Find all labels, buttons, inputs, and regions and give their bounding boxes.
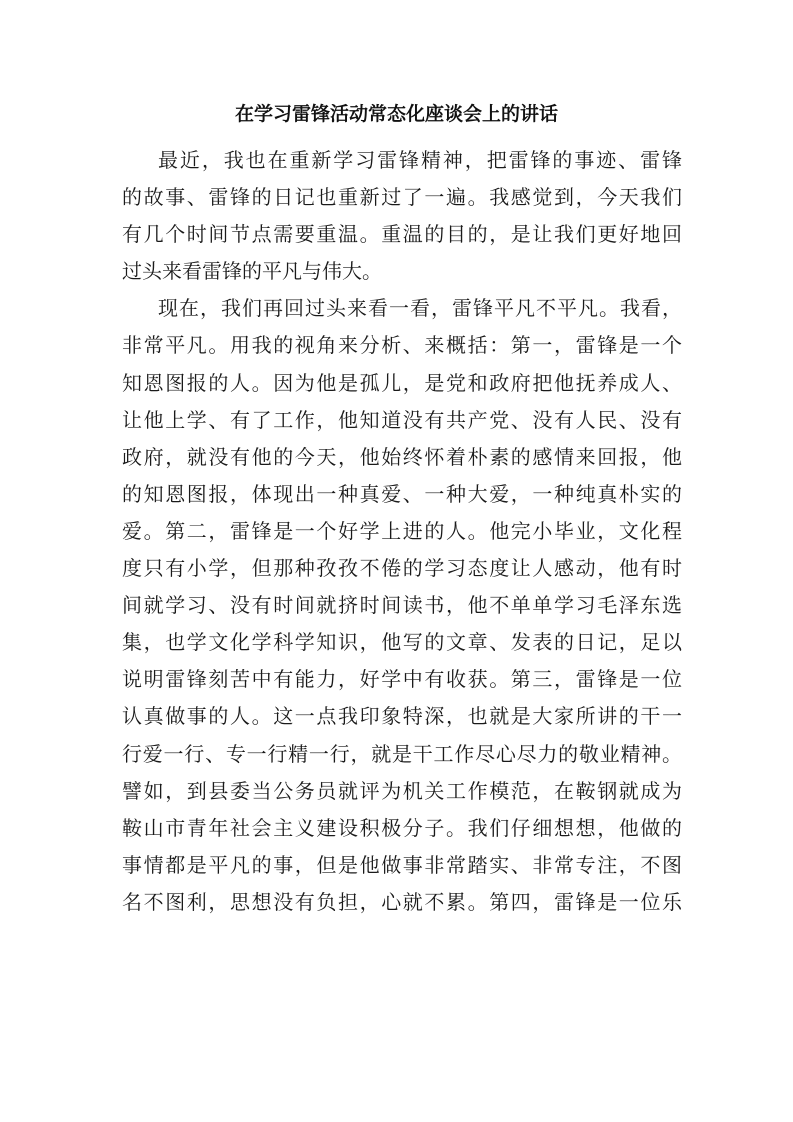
text-line: 最近，我也在重新学习雷锋精神，把雷锋的事迹、雷锋 [158, 148, 682, 172]
text-line: 的故事、雷锋的日记也重新过了一遍。我感觉到，今天我们 [122, 185, 682, 210]
text-line: 认真做事的人。这一点我印象特深，也就是大家所讲的干一 [122, 704, 682, 729]
text-line: 鞍山市青年社会主义建设积极分子。我们仔细想想，他做的 [122, 815, 682, 840]
text-line: 集，也学文化学科学知识，他写的文章、发表的日记，足以 [122, 630, 682, 655]
document-body [122, 142, 682, 921]
text-line: 说明雷锋刻苦中有能力，好学中有收获。第三，雷锋是一位 [122, 667, 682, 692]
text-line: 度只有小学，但那种孜孜不倦的学习态度让人感动，他有时 [122, 556, 682, 581]
text-line: 现在，我们再回过头来看一看，雷锋平凡不平凡。我看， [158, 296, 682, 321]
text-line: 间就学习、没有时间就挤时间读书，他不单单学习毛泽东选 [122, 593, 682, 618]
text-line: 事情都是平凡的事，但是他做事非常踏实、非常专注，不图 [122, 852, 682, 877]
text-line: 有几个时间节点需要重温。重温的目的，是让我们更好地回 [122, 222, 682, 247]
text-line: 譬如，到县委当公务员就评为机关工作模范，在鞍钢就成为 [122, 778, 682, 803]
text-line: 爱。第二，雷锋是一个好学上进的人。他完小毕业，文化程 [122, 518, 682, 543]
text-line: 非常平凡。用我的视角来分析、来概括：第一，雷锋是一个 [122, 333, 682, 358]
text-line: 名不图利，思想没有负担，心就不累。第四，雷锋是一位乐 [122, 889, 682, 914]
text-line: 让他上学、有了工作，他知道没有共产党、没有人民、没有 [122, 407, 682, 432]
text-line: 知恩图报的人。因为他是孤儿，是党和政府把他抚养成人、 [122, 370, 682, 395]
text-line: 的知恩图报，体现出一种真爱、一种大爱，一种纯真朴实的 [122, 481, 682, 506]
document-title: 在学习雷锋活动常态化座谈会上的讲话 [234, 103, 558, 125]
text-line: 行爱一行、专一行精一行，就是干工作尽心尽力的敬业精神。 [122, 741, 682, 766]
text-line: 政府，就没有他的今天，他始终怀着朴素的感情来回报，他 [122, 444, 682, 469]
text-line: 过头来看雷锋的平凡与伟大。 [122, 259, 382, 284]
